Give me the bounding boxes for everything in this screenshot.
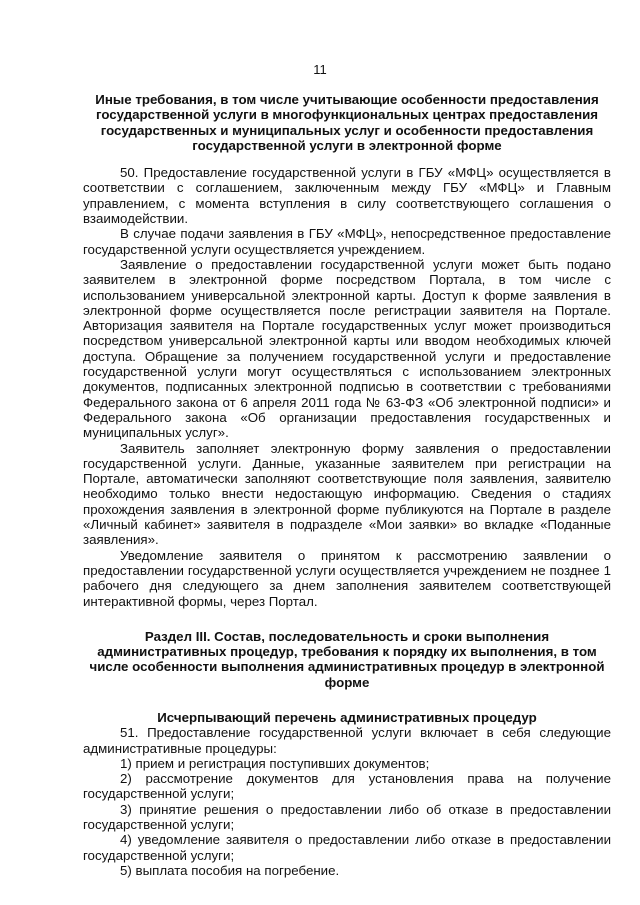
- document-body: [83, 92, 611, 878]
- subsection-heading: Исчерпывающий перечень административных процедур: [157, 709, 537, 725]
- paragraph-mfc: В случае подачи заявления в ГБУ «МФЦ», непосредственное предоставление государственной услуги осуществляется учреждением.: [83, 226, 611, 257]
- section-3-heading: Раздел III. Состав, последовательность и сроки выполнения административных процедур, требования к порядку их выполнения, в том числе особенности выполнения административных процедур в электронной форме: [89, 628, 605, 690]
- procedure-item: 5) выплата пособия на погребение.: [120, 862, 340, 878]
- procedure-item: 3) принятие решения о предоставлении либо об отказе в предоставлении государственной услуги;: [83, 801, 611, 833]
- page-number: 11: [313, 62, 327, 77]
- procedure-item: 4) уведомление заявителя о предоставлении либо отказе в предоставлении государственной услуги;: [83, 832, 611, 863]
- paragraph-portal-application: Заявление о предоставлении государственной услуги может быть подано заявителем в электронной форме посредством Портала, в том числе с использованием универсальной электронной карты. Доступ к форме заявления в электронной форме осуществляется после регистрации заявителя на Портале. Авторизация заявителя на Портале государственных услуг может производиться посредством универсальной электронной карты или вводом необходимых ключей доступа. Обращение за получением государственной услуги и предоставление государственной услуги могут осуществляться с использованием электронных документов, подписанных электронной подписью в соответствии с требованиями Федерального закона от 6 апреля 2011 года № 63-ФЗ «Об электронной подписи» и Федерального закона «Об организации предоставления государственных и муниципальных услуг».: [83, 256, 611, 441]
- procedure-item: 2) рассмотрение документов для установления права на получение государственной услуги;: [83, 771, 611, 802]
- paragraph-electronic-form: Заявитель заполняет электронную форму заявления о предоставлении государственной услуги. Данные, указанные заявителем при регистрации на Портале, автоматически заполняют соответствующие поля заявления, заявителю необходимо только внести недостающую информацию. Сведения о стадиях прохождения заявления в электронной форме публикуются на Портале в разделе «Личный кабинет» заявителя в подразделе «Мои заявки» во вкладке «Поданные заявления».: [83, 440, 611, 548]
- section-heading: Иные требования, в том числе учитывающие особенности предоставления государственной услуги в многофункциональных центрах предоставления государственных и муниципальных услуг и особенности предоставления государственной услуги в электронной форме: [95, 92, 599, 153]
- item-51-intro: 51. Предоставление государственной услуги включает в себя следующие административные процедуры:: [83, 725, 611, 756]
- paragraph-50: 50. Предоставление государственной услуги в ГБУ «МФЦ» осуществляется в соответствии с соглашением, заключенным между ГБУ «МФЦ» и Главным управлением, с момента вступления в силу соответствующего соглашения о взаимодействии.: [83, 165, 611, 227]
- paragraph-notification: Уведомление заявителя о принятом к рассмотрению заявлении о предоставлении государственной услуги осуществляется учреждением не позднее 1 рабочего дня следующего за днем заполнения заявителем соответствующей интерактивной формы, через Портал.: [83, 547, 611, 609]
- procedure-item: 1) прием и регистрация поступивших документов;: [120, 755, 430, 771]
